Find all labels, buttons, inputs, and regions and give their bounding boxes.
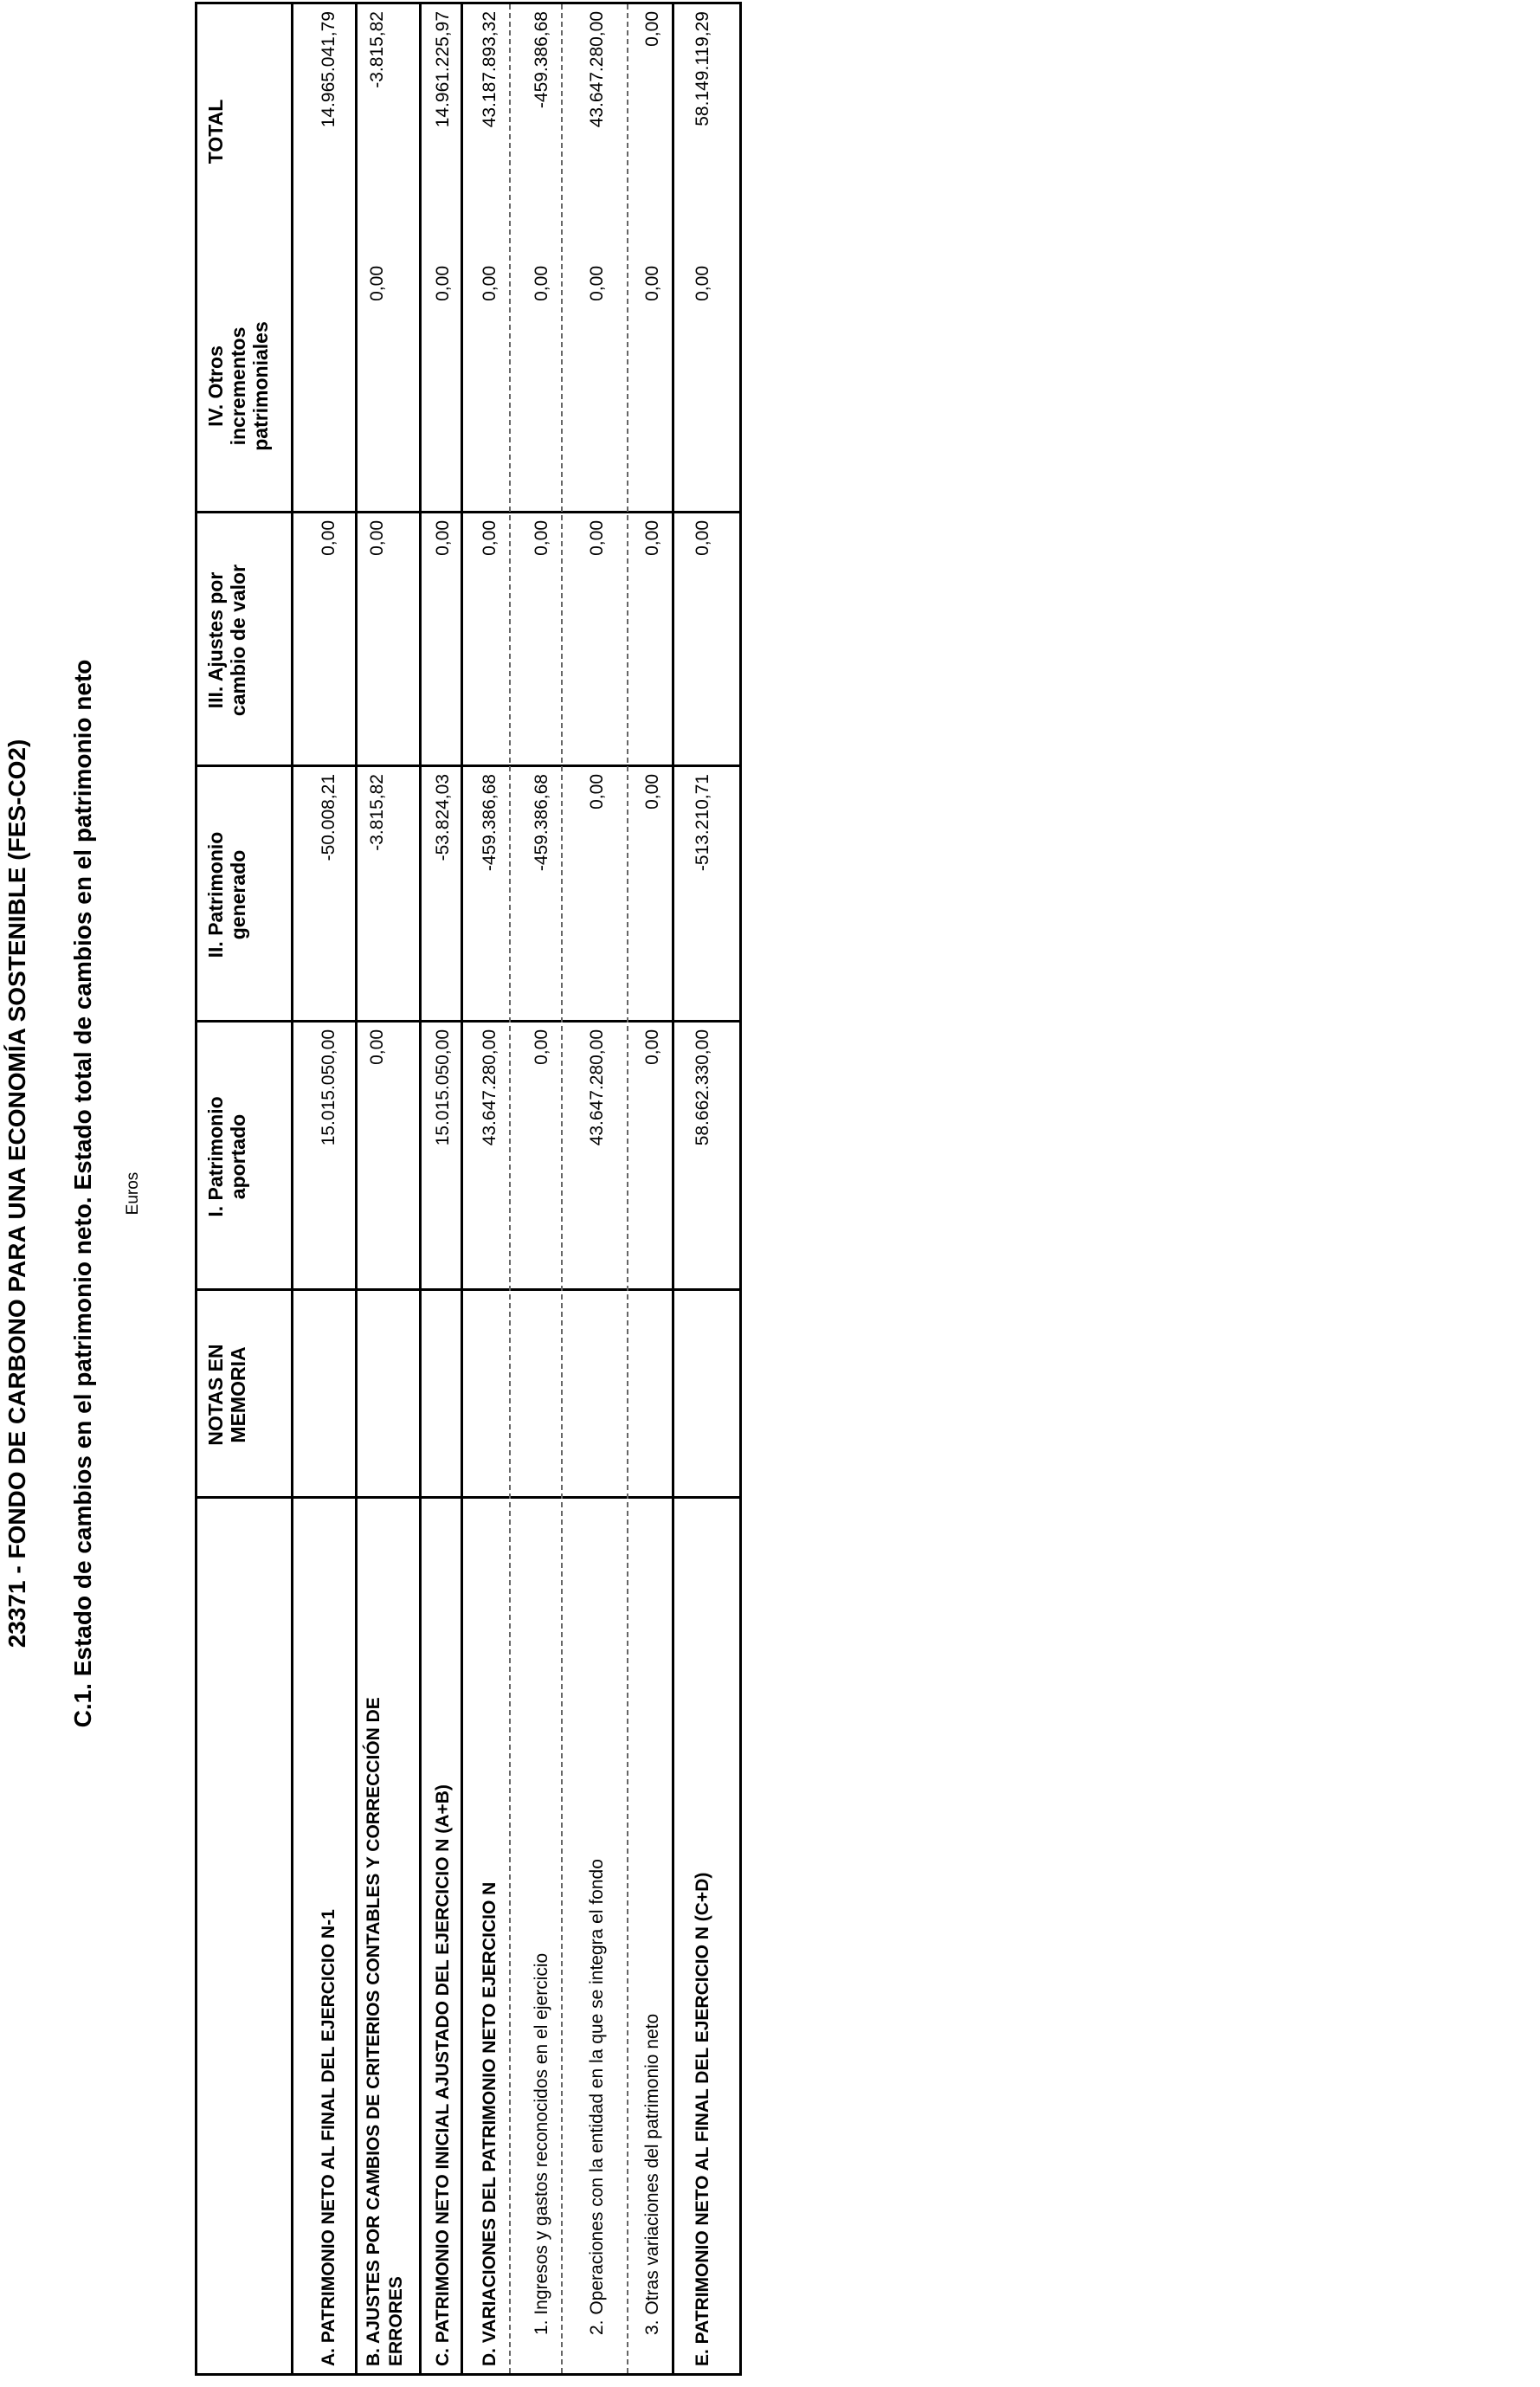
row-label: 3. Otras variaciones del patrimonio neto [642,2013,662,2335]
cell-otros: 0,00 [480,266,499,301]
cell-otros: 0,00 [433,266,453,301]
row-dash [561,4,563,2373]
row-dash [627,4,628,2373]
header-total [197,4,291,259]
cell-generado: -459.386,68 [480,774,499,872]
cell-aportado: 43.647.280,00 [587,1029,607,1146]
cell-otros: 0,00 [532,266,551,301]
row-sep [672,4,674,2373]
header-generado [197,767,291,1023]
cell-total: 58.149.119,29 [693,11,712,126]
units-label: Euros [124,1171,142,1216]
cell-total: 43.187.893,32 [480,11,499,128]
row-sep [419,4,422,2373]
header-generado-line1: II. Patrimonio [204,831,227,958]
cell-total: 14.965.041,79 [319,11,338,128]
row-label: 1. Ingresos y gastos reconocidos en el ejercicio [532,1952,551,2335]
header-ajustes-line1: III. Ajustes por [204,571,227,709]
row-sep [461,4,463,2373]
cell-ajustes: 0,00 [642,520,662,556]
cell-otros: 0,00 [367,266,387,301]
header-otros-line2: incrementos [227,326,249,446]
cell-otros: 0,00 [587,266,607,301]
cell-total: -459.386,68 [532,11,551,109]
header-ajustes [197,513,291,767]
row-label: D. VARIACIONES DEL PATRIMONIO NETO EJERCICIO N [480,1881,499,2366]
cell-ajustes: 0,00 [367,520,387,556]
cell-generado: -3.815,82 [367,774,387,851]
cell-otros: 0,00 [693,266,712,301]
cell-ajustes: 0,00 [433,520,453,556]
cell-generado: -513.210,71 [693,774,712,872]
document-title: 23371 - FONDO DE CARBONO PARA UNA ECONOMÍA SOSTENIBLE (FES-CO2) [3,739,30,1648]
header-total-line1: TOTAL [204,99,227,165]
header-aportado-line1: I. Patrimonio [204,1096,227,1217]
header-otros [197,259,291,513]
cell-aportado: 43.647.280,00 [480,1029,499,1146]
cell-generado: -53.824,03 [433,774,453,861]
row-dash [509,4,511,2373]
cell-total: 43.647.280,00 [587,11,607,128]
row-label: C. PATRIMONIO NETO INICIAL AJUSTADO DEL EJERCICIO N (A+B) [433,1784,453,2366]
header-generado-line2: generado [227,849,249,940]
patrimonio-table [195,2,742,2376]
cell-total: 14.961.225,97 [433,11,453,128]
cell-aportado: 0,00 [532,1029,551,1065]
cell-otros: 0,00 [642,266,662,301]
row-label: 2. Operaciones con la entidad en la que se integra el fondo [587,1859,607,2335]
cell-aportado: 0,00 [367,1029,387,1065]
header-notas [197,1291,291,1499]
header-aportado [197,1023,291,1291]
header-aportado-line2: aportado [227,1113,249,1200]
cell-generado: -459.386,68 [532,774,551,872]
cell-total: -3.815,82 [367,11,387,88]
cell-aportado: 0,00 [642,1029,662,1065]
row-label: E. PATRIMONIO NETO AL FINAL DEL EJERCICIO N (C+D) [693,1872,712,2366]
row-sep [291,4,293,2373]
cell-ajustes: 0,00 [693,520,712,556]
row-label: B. AJUSTES POR CAMBIOS DE CRITERIOS CONTABLES Y CORRECCIÓN DE [364,1697,383,2366]
cell-ajustes: 0,00 [532,520,551,556]
cell-ajustes: 0,00 [319,520,338,556]
header-notas-line1: NOTAS EN [204,1344,227,1446]
header-otros-line1: IV. Otros [204,345,227,427]
cell-total: 0,00 [642,11,662,47]
cell-aportado: 58.662.330,00 [693,1029,712,1146]
cell-aportado: 15.015.050,00 [319,1029,338,1146]
header-ajustes-line2: cambio de valor [227,564,249,717]
row-sep [355,4,358,2373]
header-notas-line2: MEMORIA [227,1346,249,1443]
cell-generado: -50.008,21 [319,774,338,861]
cell-ajustes: 0,00 [480,520,499,556]
cell-generado: 0,00 [587,774,607,810]
cell-generado: 0,00 [642,774,662,810]
header-otros-line3: patrimoniales [249,321,272,451]
row-label-continued: ERRORES [386,2276,406,2366]
cell-ajustes: 0,00 [587,520,607,556]
row-label: A. PATRIMONIO NETO AL FINAL DEL EJERCICIO N-1 [319,1909,338,2366]
cell-aportado: 15.015.050,00 [433,1029,453,1146]
document-subtitle: C.1. Estado de cambios en el patrimonio neto. Estado total de cambios en el patrimonio neto [69,659,96,1728]
